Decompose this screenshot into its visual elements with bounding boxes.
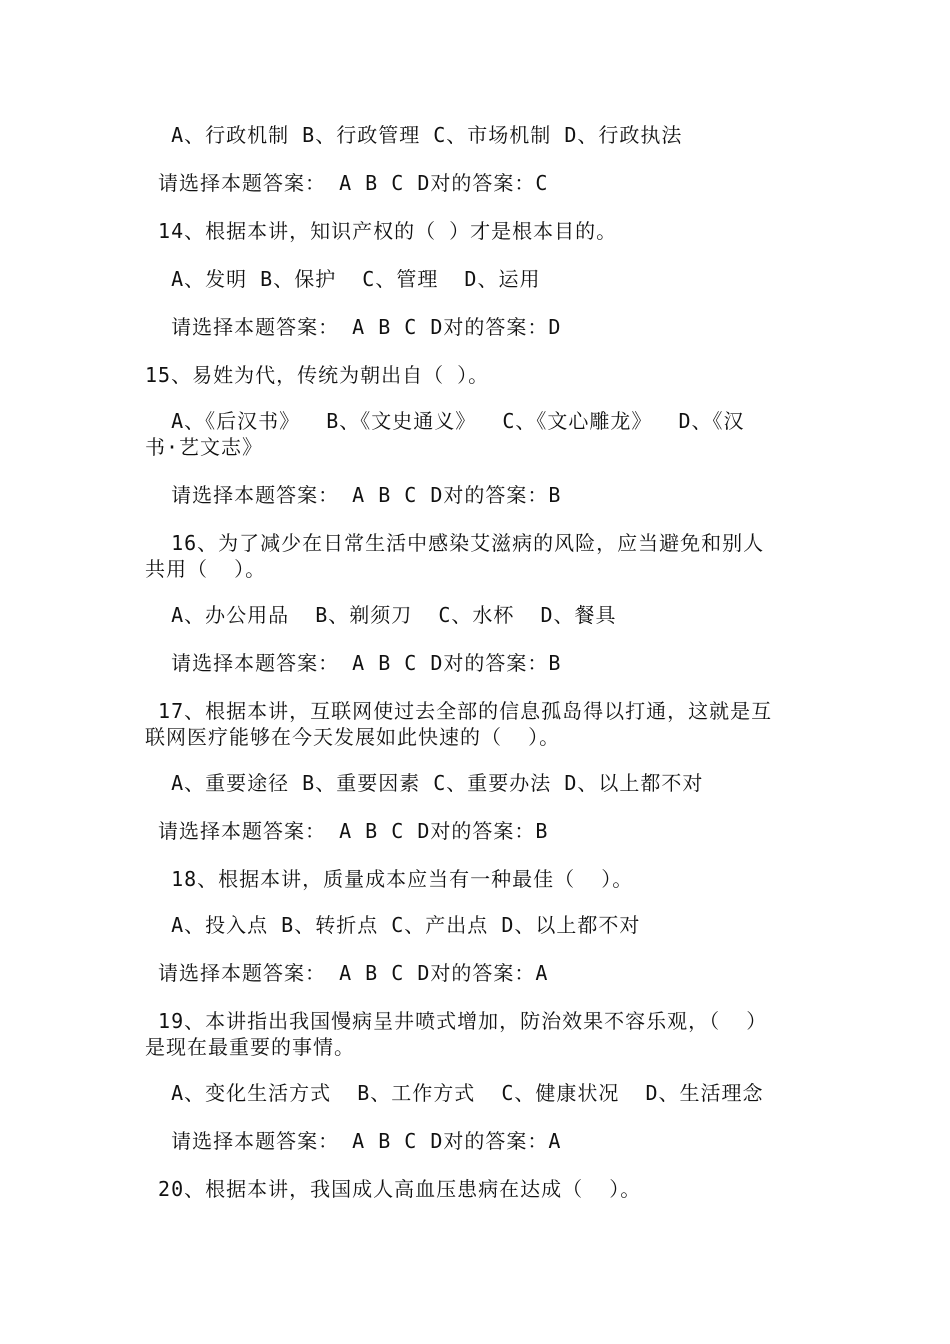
question-18-options: A、投入点 B、转折点 C、产出点 D、以上都不对 (145, 913, 641, 937)
question-15-options: A、《后汉书》 B、《文史通义》 C、《文心雕龙》 D、《汉 (145, 409, 745, 433)
question-17-text: 17、根据本讲，互联网使过去全部的信息孤岛得以打通，这就是互 (145, 699, 773, 723)
question-19-answer: 请选择本题答案： A B C D对的答案：A (145, 1129, 562, 1153)
question-19-options: A、变化生活方式 B、工作方式 C、健康状况 D、生活理念 (145, 1081, 764, 1105)
question-14-options: A、发明 B、保护 C、管理 D、运用 (145, 267, 541, 291)
question-13-answer: 请选择本题答案： A B C D对的答案：C (145, 171, 549, 195)
question-15-text: 15、易姓为代，传统为朝出自（ ）。 (145, 363, 490, 387)
question-16-text: 16、为了减少在日常生活中感染艾滋病的风险，应当避免和别人 (145, 531, 765, 555)
question-14-text: 14、根据本讲，知识产权的（ ）才是根本目的。 (145, 219, 618, 243)
question-15-options-wrap: 书·艺文志》 (145, 435, 264, 459)
question-17-text-wrap: 联网医疗能够在今天发展如此快速的（ ）。 (145, 725, 561, 749)
question-19-text-wrap: 是现在最重要的事情。 (145, 1035, 355, 1059)
question-16-options: A、办公用品 B、剃须刀 C、水杯 D、餐具 (145, 603, 617, 627)
question-16-text-wrap: 共用（ ）。 (145, 557, 267, 581)
question-18-answer: 请选择本题答案： A B C D对的答案：A (145, 961, 549, 985)
question-15-answer: 请选择本题答案： A B C D对的答案：B (145, 483, 562, 507)
question-17-answer: 请选择本题答案： A B C D对的答案：B (145, 819, 549, 843)
question-18-text: 18、根据本讲，质量成本应当有一种最佳（ ）。 (145, 867, 634, 891)
question-19-text: 19、本讲指出我国慢病呈井喷式增加，防治效果不容乐观，（ ） (145, 1009, 768, 1033)
question-17-options: A、重要途径 B、重要因素 C、重要办法 D、以上都不对 (145, 771, 704, 795)
question-13-options: A、行政机制 B、行政管理 C、市场机制 D、行政执法 (145, 123, 683, 147)
question-16-answer: 请选择本题答案： A B C D对的答案：B (145, 651, 562, 675)
question-20-text: 20、根据本讲，我国成人高血压患病在达成（ ）。 (145, 1177, 642, 1201)
question-14-answer: 请选择本题答案： A B C D对的答案：D (145, 315, 562, 339)
